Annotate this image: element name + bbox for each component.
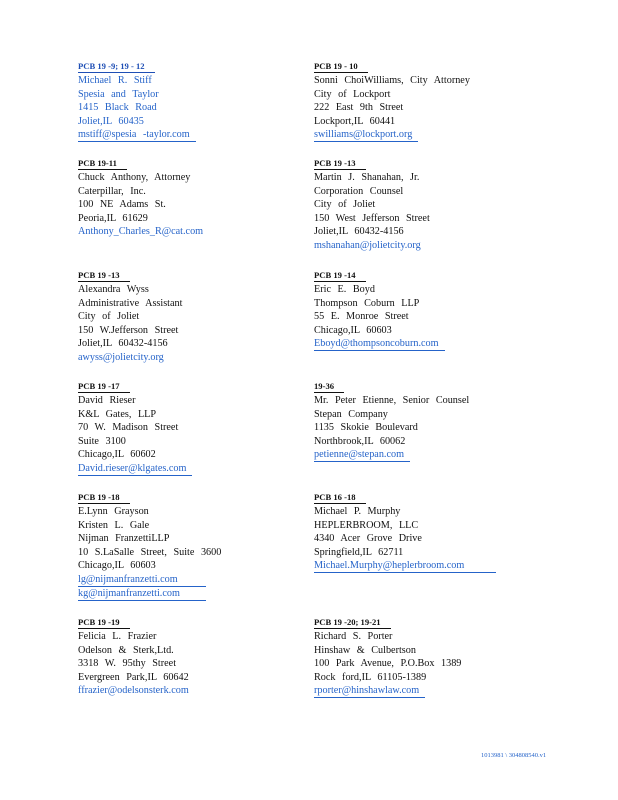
city-state-zip: Chicago,IL 60603 [78, 560, 156, 572]
service-entry [78, 60, 313, 142]
organization: HEPLERBROOM, LLC [314, 519, 419, 531]
service-entry [314, 616, 549, 698]
contact-name: Alexandra Wyss [78, 284, 149, 295]
service-entry [314, 269, 549, 351]
contact-name: Richard S. Porter [314, 631, 393, 642]
contact-name: Michael R. Stiff [78, 75, 152, 86]
city-state-zip: Joliet,IL 60432-4156 [78, 338, 168, 350]
city-state-zip: Evergreen Park,IL 60642 [78, 671, 189, 683]
service-entry [78, 269, 313, 365]
title-line: Administrative Assistant [78, 297, 183, 309]
street-address: 100 Park Avenue, P.O.Box 1389 [314, 658, 462, 670]
service-entry [314, 157, 549, 253]
contact-name: Martin J. Shanahan, Jr. [314, 172, 420, 183]
email-link[interactable]: rporter@hinshawlaw.com [314, 685, 425, 698]
case-number: PCB 19 -9; 19 - 12 [78, 61, 155, 73]
organization: Caterpillar, Inc. [78, 185, 146, 197]
city-state-zip: Springfield,IL 62711 [314, 546, 404, 558]
contact-name: Sonni ChoiWilliams, City Attorney [314, 75, 470, 86]
service-entry [78, 157, 313, 239]
email-link[interactable]: petienne@stepan.com [314, 449, 410, 462]
city-state-zip: Chicago,IL 60603 [314, 324, 392, 336]
street-address: 55 E. Monroe Street [314, 311, 409, 323]
email-link[interactable]: awyss@jolietcity.org [78, 351, 164, 363]
case-number: 19-36 [314, 381, 344, 393]
email-link[interactable]: kg@nijmanfranzetti.com [78, 588, 206, 601]
email-link[interactable]: lg@nijmanfranzetti.com [78, 574, 206, 587]
street-address: 150 W.Jefferson Street [78, 324, 179, 336]
case-number: PCB 19 -18 [78, 492, 130, 504]
contact-name: David Rieser [78, 395, 136, 406]
case-number: PCB 19 -13 [314, 158, 366, 170]
case-number: PCB 19 -17 [78, 381, 130, 393]
city-state-zip: Lockport,IL 60441 [314, 115, 396, 127]
city-state-zip: Chicago,IL 60602 [78, 449, 156, 461]
email-link[interactable]: ffrazier@odelsonsterk.com [78, 685, 189, 697]
case-number: PCB 19 - 10 [314, 61, 368, 73]
email-link[interactable]: Michael.Murphy@heplerbroom.com [314, 560, 496, 573]
email-link[interactable]: Eboyd@thompsoncoburn.com [314, 338, 445, 351]
street-address: 70 W. Madison Street [78, 422, 179, 434]
organization: Thompson Coburn LLP [314, 297, 420, 309]
contact-name: Kristen L. Gale [78, 519, 150, 531]
street-address: 1135 Skokie Boulevard [314, 422, 418, 434]
street-address: 1415 Black Road [78, 102, 157, 114]
organization: City of Joliet [314, 199, 376, 211]
email-link[interactable]: David.rieser@klgates.com [78, 463, 192, 476]
email-link[interactable]: mshanahan@jolietcity.org [314, 239, 421, 251]
organization: Hinshaw & Culbertson [314, 644, 416, 656]
city-state-zip: Joliet,IL 60435 [78, 115, 144, 127]
contact-name: Eric E. Boyd [314, 284, 375, 295]
service-entry [78, 491, 313, 601]
street-address: 4340 Acer Grove Drive [314, 533, 422, 545]
contact-name: Mr. Peter Etienne, Senior Counsel [314, 395, 470, 406]
email-link[interactable]: mstiff@spesia -taylor.com [78, 129, 196, 142]
city-state-zip: Rock ford,IL 61105-1389 [314, 671, 427, 683]
document-id-footer: 1013981 \ 304808540.v1 [481, 752, 547, 759]
street-address: 100 NE Adams St. [78, 199, 166, 211]
city-state-zip: Northbrook,IL 60062 [314, 435, 406, 447]
service-entry [314, 60, 549, 142]
email-link[interactable]: swilliams@lockport.org [314, 129, 418, 142]
street-address: 10 S.LaSalle Street, Suite 3600 [78, 546, 222, 558]
street-address: 222 East 9th Street [314, 102, 404, 114]
suite-line: Suite 3100 [78, 435, 126, 447]
contact-name: Chuck Anthony, Attorney [78, 172, 191, 183]
organization: Odelson & Sterk,Ltd. [78, 644, 174, 656]
city-state-zip: Peoria,IL 61629 [78, 212, 148, 224]
organization: Spesia and Taylor [78, 88, 159, 100]
organization: City of Lockport [314, 88, 391, 100]
case-number: PCB 19 -14 [314, 270, 366, 282]
case-number: PCB 19-11 [78, 158, 127, 170]
organization: K&L Gates, LLP [78, 408, 157, 420]
organization: Nijman FranzettiLLP [78, 533, 170, 545]
contact-name: Felicia L. Frazier [78, 631, 157, 642]
organization: Stepan Company [314, 408, 388, 420]
case-number: PCB 19 -19 [78, 617, 130, 629]
case-number: PCB 19 -13 [78, 270, 130, 282]
contact-name: Michael P. Murphy [314, 506, 401, 517]
street-address: 3318 W. 95thy Street [78, 658, 177, 670]
contact-name: E.Lynn Grayson [78, 506, 149, 517]
city-state-zip: Joliet,IL 60432-4156 [314, 226, 404, 238]
service-entry [78, 616, 313, 698]
case-number: PCB 19 -20; 19-21 [314, 617, 391, 629]
organization: City of Joliet [78, 311, 140, 323]
title-line: Corporation Counsel [314, 185, 404, 197]
street-address: 150 West Jefferson Street [314, 212, 430, 224]
case-number: PCB 16 -18 [314, 492, 366, 504]
service-entry [314, 380, 549, 462]
service-entry [314, 491, 549, 573]
email-link[interactable]: Anthony_Charles_R@cat.com [78, 226, 204, 238]
service-entry [78, 380, 313, 476]
